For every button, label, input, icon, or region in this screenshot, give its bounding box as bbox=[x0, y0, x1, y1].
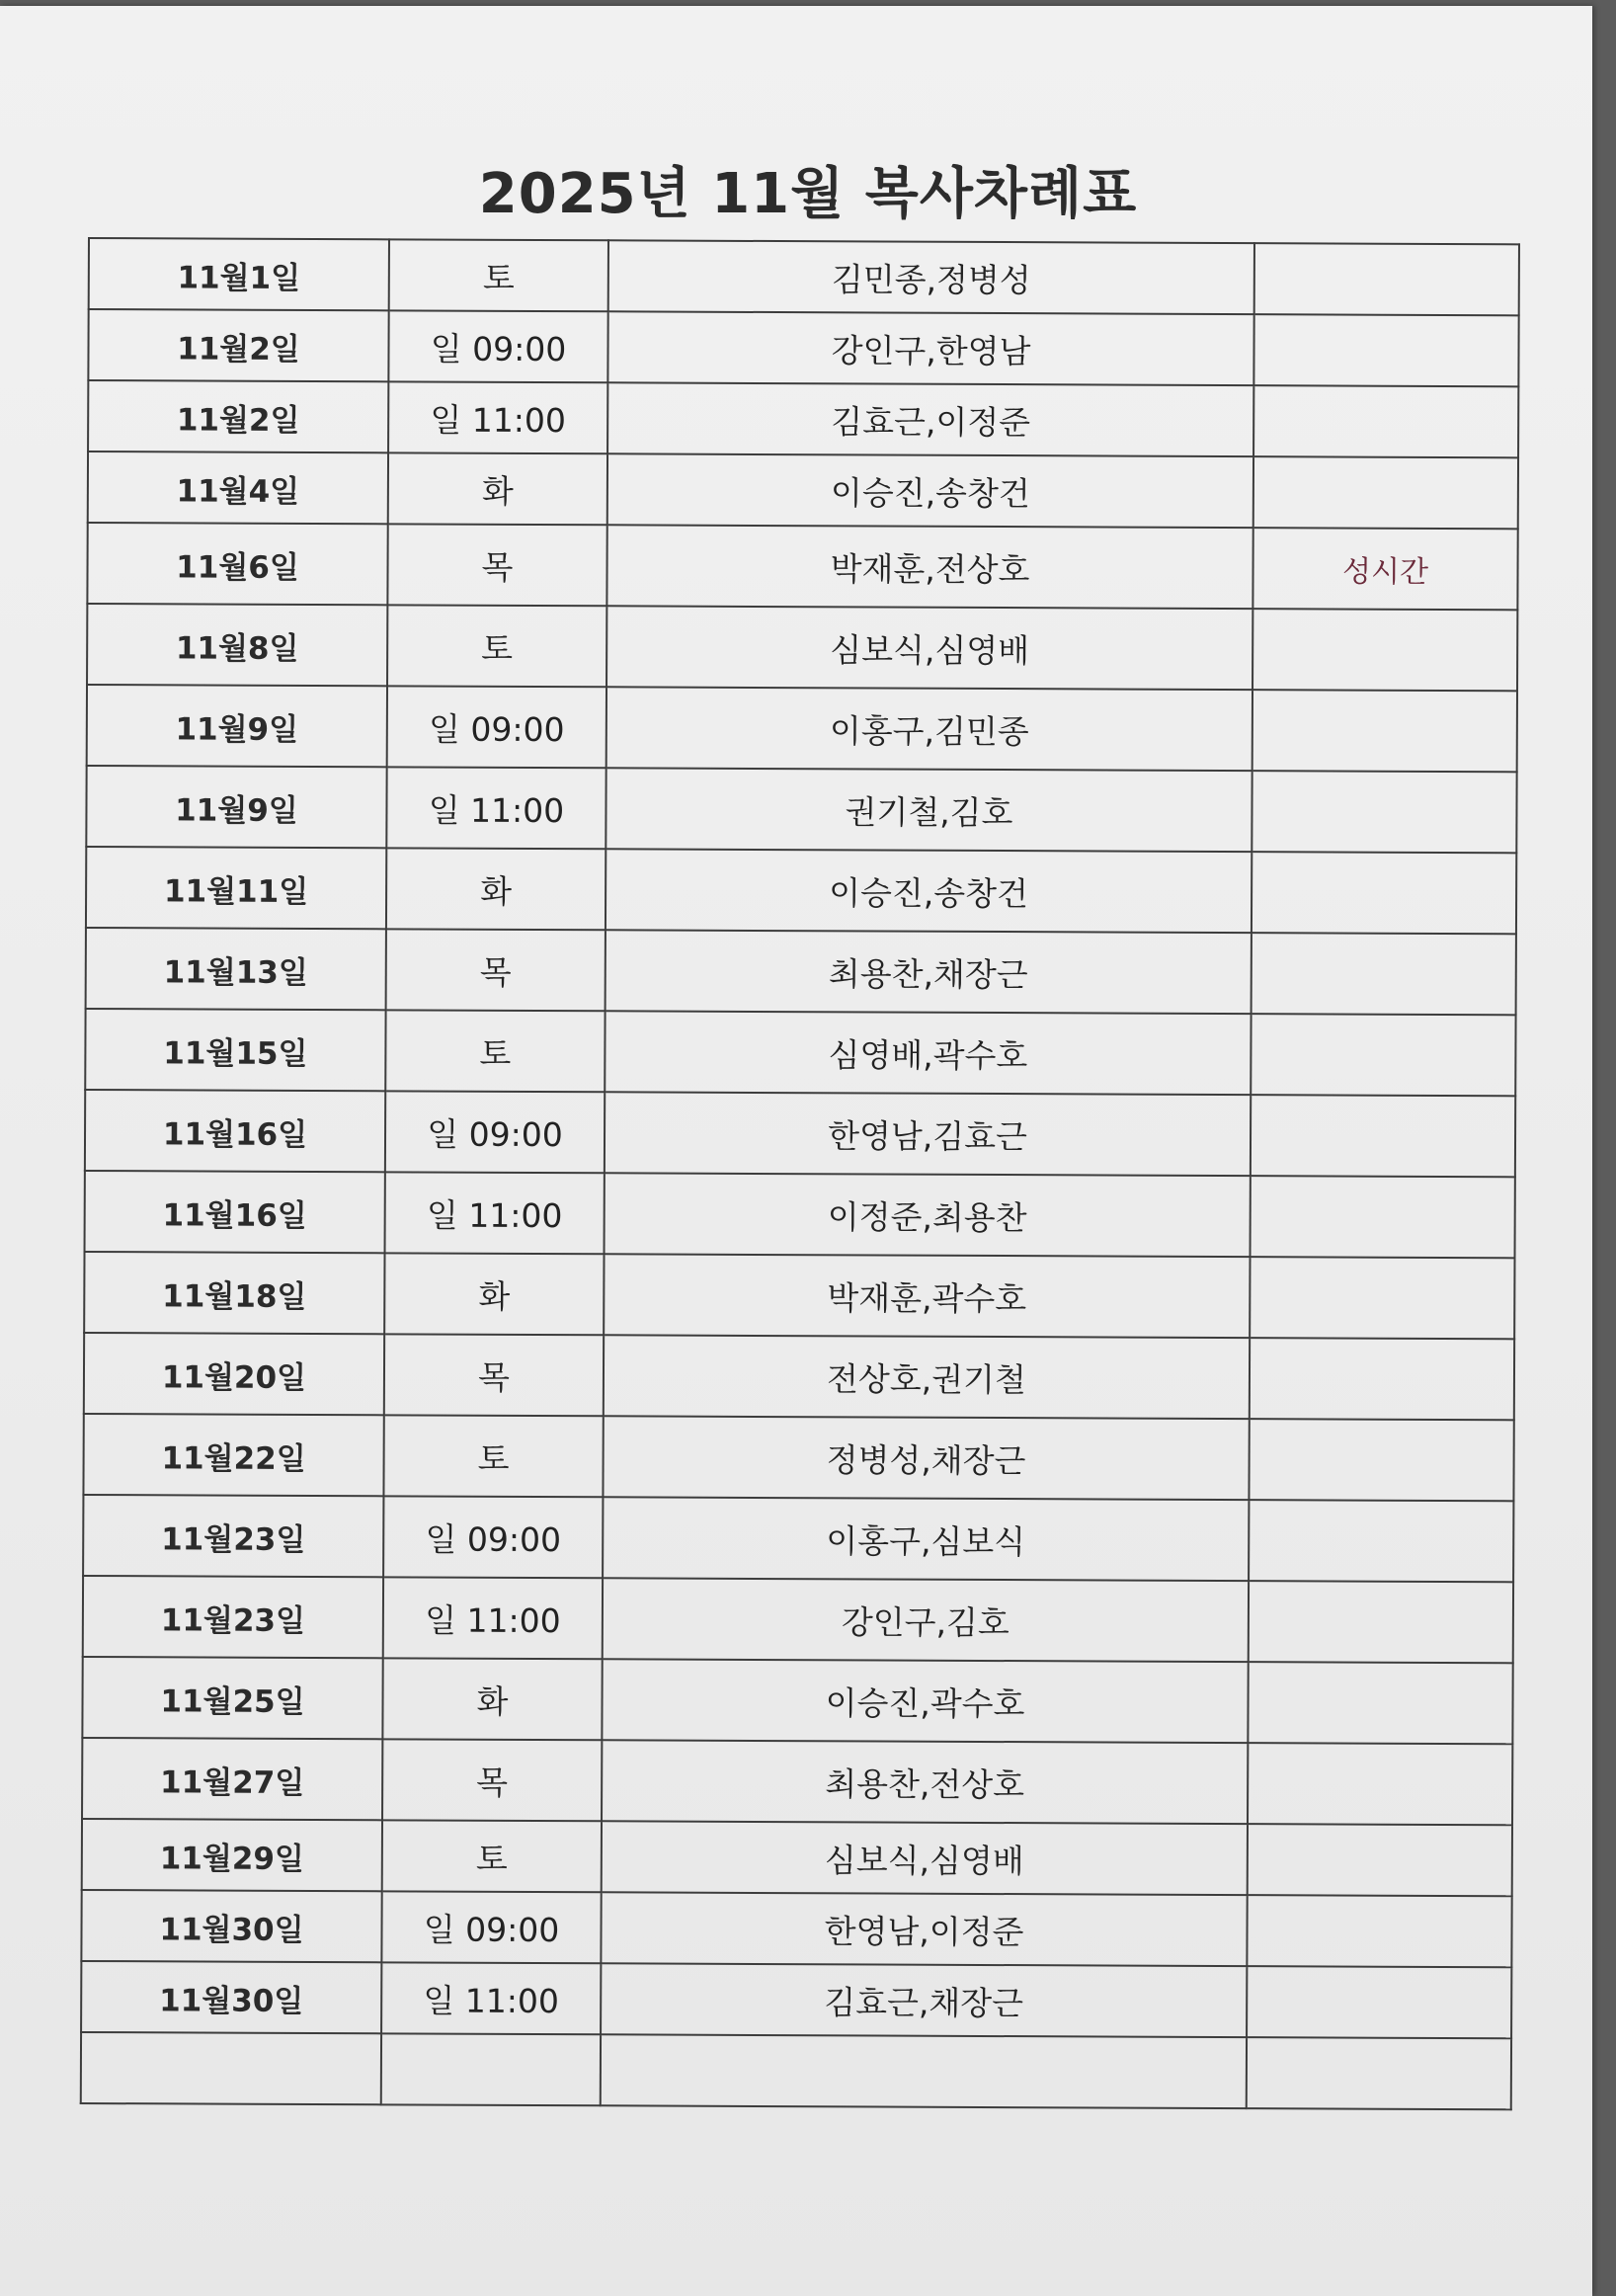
table-row bbox=[86, 847, 1516, 934]
note-cell bbox=[1252, 933, 1516, 1015]
note-cell bbox=[1250, 1338, 1514, 1420]
names-cell: 한영남,김효근 bbox=[605, 1092, 1251, 1176]
day-cell: 토 bbox=[389, 239, 608, 311]
day-cell: 일 11:00 bbox=[385, 1172, 605, 1254]
note-cell bbox=[1251, 1095, 1515, 1177]
table-row bbox=[83, 1495, 1513, 1582]
day-cell: 일 09:00 bbox=[387, 686, 606, 768]
table-row bbox=[83, 1576, 1513, 1663]
note-cell bbox=[1251, 1176, 1515, 1258]
date-cell: 11월4일 bbox=[88, 451, 388, 524]
date-cell: 11월6일 bbox=[87, 523, 387, 605]
note-cell bbox=[1252, 852, 1516, 934]
day-cell: 목 bbox=[384, 1334, 604, 1416]
table-row bbox=[88, 451, 1518, 529]
day-cell: 일 09:00 bbox=[381, 1891, 601, 1963]
note-cell bbox=[1248, 1743, 1512, 1825]
table-row bbox=[86, 928, 1516, 1015]
day-cell: 일 09:00 bbox=[385, 1091, 605, 1173]
note-cell bbox=[1247, 1895, 1511, 1967]
date-cell: 11월27일 bbox=[82, 1738, 382, 1820]
date-cell: 11월23일 bbox=[83, 1495, 383, 1577]
day-cell bbox=[381, 2033, 601, 2105]
names-cell: 최용찬,채장근 bbox=[606, 930, 1252, 1014]
note-cell bbox=[1248, 1824, 1512, 1896]
date-cell: 11월2일 bbox=[88, 309, 388, 381]
names-cell: 이홍구,김민종 bbox=[606, 687, 1252, 771]
note-cell bbox=[1253, 385, 1518, 457]
table-row bbox=[81, 1961, 1511, 2038]
date-cell: 11월30일 bbox=[81, 1961, 381, 2033]
names-cell: 박재훈,전상호 bbox=[606, 525, 1252, 609]
page-title: 2025년 11월 복사차례표 bbox=[478, 162, 1138, 226]
names-cell: 이승진,곽수호 bbox=[602, 1659, 1248, 1743]
names-cell: 김효근,이정준 bbox=[607, 382, 1253, 456]
date-cell: 11월9일 bbox=[86, 766, 386, 848]
date-cell: 11월9일 bbox=[87, 685, 387, 767]
names-cell: 이정준,최용찬 bbox=[605, 1173, 1251, 1257]
names-cell: 심영배,곽수호 bbox=[605, 1011, 1251, 1095]
note-cell bbox=[1248, 1662, 1512, 1744]
names-cell: 한영남,이정준 bbox=[601, 1892, 1247, 1966]
note-cell bbox=[1252, 609, 1517, 691]
names-cell: 박재훈,곽수호 bbox=[604, 1254, 1250, 1338]
names-cell: 강인구,한영남 bbox=[607, 311, 1253, 385]
table-row bbox=[84, 1333, 1514, 1420]
table-row bbox=[88, 309, 1518, 386]
date-cell: 11월15일 bbox=[85, 1009, 385, 1091]
table-row bbox=[87, 604, 1517, 691]
table-row bbox=[82, 1738, 1512, 1825]
table-row bbox=[84, 1252, 1514, 1339]
note-cell bbox=[1252, 771, 1516, 853]
day-cell: 일 09:00 bbox=[388, 310, 607, 382]
date-cell: 11월8일 bbox=[87, 604, 387, 686]
note-cell bbox=[1254, 243, 1519, 315]
table-row bbox=[81, 2032, 1511, 2109]
note-cell: 성시간 bbox=[1252, 528, 1517, 610]
day-cell: 일 11:00 bbox=[383, 1577, 603, 1659]
day-cell: 일 11:00 bbox=[386, 767, 606, 849]
day-cell: 화 bbox=[382, 1658, 602, 1740]
date-cell: 11월16일 bbox=[85, 1090, 385, 1172]
note-cell bbox=[1253, 456, 1518, 529]
day-cell: 일 11:00 bbox=[388, 381, 607, 453]
names-cell: 강인구,김호 bbox=[603, 1578, 1249, 1662]
names-cell: 최용찬,전상호 bbox=[602, 1740, 1248, 1824]
day-cell: 토 bbox=[385, 1010, 605, 1092]
names-cell: 권기철,김호 bbox=[606, 768, 1252, 852]
day-cell: 목 bbox=[382, 1739, 602, 1821]
names-cell: 심보식,심영배 bbox=[606, 606, 1252, 690]
names-cell: 전상호,권기철 bbox=[604, 1335, 1250, 1419]
date-cell: 11월30일 bbox=[81, 1890, 381, 1962]
note-cell bbox=[1250, 1257, 1514, 1339]
note-cell bbox=[1249, 1419, 1513, 1501]
date-cell: 11월2일 bbox=[88, 380, 388, 452]
table-row bbox=[82, 1819, 1512, 1896]
table-row bbox=[87, 685, 1517, 772]
names-cell: 김민종,정병성 bbox=[608, 240, 1254, 314]
note-cell bbox=[1249, 1581, 1513, 1663]
date-cell: 11월23일 bbox=[83, 1576, 383, 1658]
names-cell bbox=[601, 2034, 1247, 2108]
date-cell: 11월18일 bbox=[84, 1252, 384, 1334]
date-cell: 11월16일 bbox=[85, 1171, 385, 1253]
schedule-table bbox=[80, 237, 1520, 2110]
note-cell bbox=[1253, 314, 1518, 386]
table-row bbox=[87, 523, 1517, 610]
table-row bbox=[86, 766, 1516, 853]
day-cell: 목 bbox=[387, 524, 606, 606]
day-cell: 목 bbox=[386, 929, 606, 1011]
date-cell: 11월29일 bbox=[82, 1819, 382, 1891]
date-cell bbox=[81, 2032, 381, 2104]
names-cell: 정병성,채장근 bbox=[603, 1416, 1249, 1500]
day-cell: 일 09:00 bbox=[383, 1496, 603, 1578]
table-row bbox=[85, 1090, 1515, 1177]
names-cell: 김효근,채장근 bbox=[601, 1963, 1247, 2037]
day-cell: 토 bbox=[387, 605, 606, 687]
date-cell: 11월25일 bbox=[82, 1657, 382, 1739]
day-cell: 화 bbox=[388, 452, 607, 525]
names-cell: 이홍구,심보식 bbox=[603, 1497, 1249, 1581]
table-row bbox=[88, 380, 1518, 457]
note-cell bbox=[1247, 2037, 1511, 2109]
table-row bbox=[82, 1657, 1512, 1744]
names-cell: 이승진,송창건 bbox=[607, 453, 1253, 528]
table-row bbox=[89, 238, 1519, 315]
table-row bbox=[81, 1890, 1511, 1967]
date-cell: 11월13일 bbox=[86, 928, 386, 1010]
note-cell bbox=[1247, 1966, 1511, 2038]
day-cell: 화 bbox=[384, 1253, 604, 1335]
note-cell bbox=[1251, 1014, 1515, 1096]
names-cell: 이승진,송창건 bbox=[606, 849, 1252, 933]
date-cell: 11월20일 bbox=[84, 1333, 384, 1415]
table-row bbox=[83, 1414, 1513, 1501]
day-cell: 토 bbox=[382, 1820, 602, 1892]
day-cell: 토 bbox=[383, 1415, 603, 1497]
date-cell: 11월11일 bbox=[86, 847, 386, 929]
date-cell: 11월22일 bbox=[83, 1414, 383, 1496]
date-cell: 11월1일 bbox=[89, 238, 389, 310]
table-row bbox=[85, 1009, 1515, 1096]
note-cell bbox=[1252, 690, 1517, 772]
day-cell: 일 11:00 bbox=[381, 1962, 601, 2034]
day-cell: 화 bbox=[386, 848, 606, 930]
note-cell bbox=[1249, 1500, 1513, 1582]
names-cell: 심보식,심영배 bbox=[602, 1821, 1248, 1895]
table-row bbox=[85, 1171, 1515, 1258]
